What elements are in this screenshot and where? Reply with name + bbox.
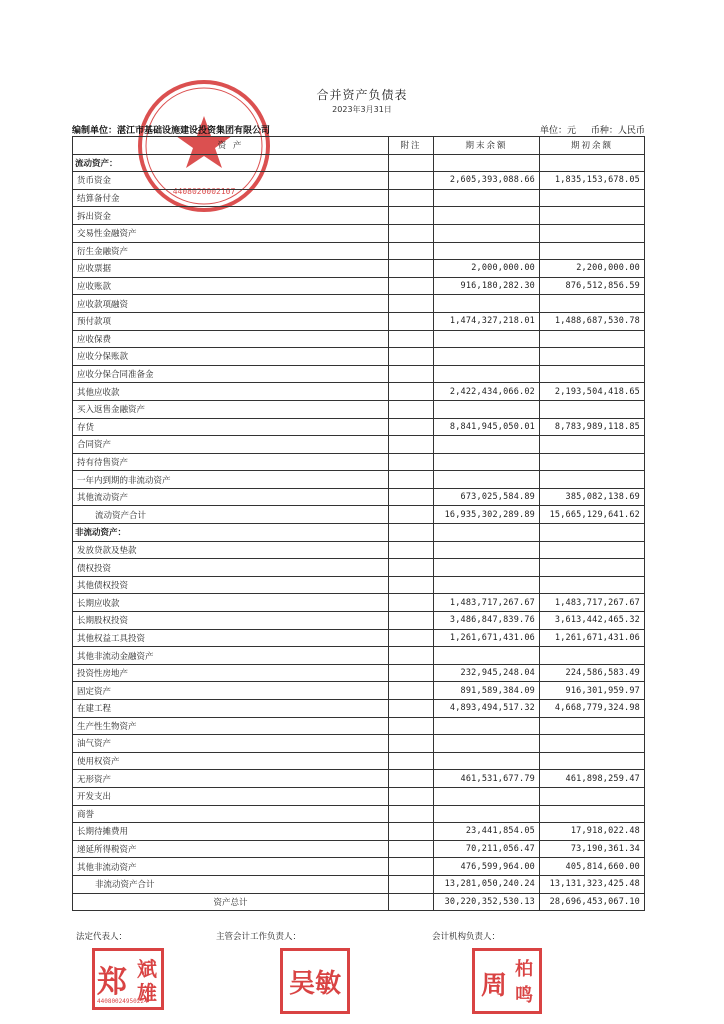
- row-label: 长期待摊费用: [73, 823, 389, 841]
- row-end-balance: [434, 224, 540, 242]
- row-note: [389, 453, 434, 471]
- row-begin-balance: 8,783,989,118.85: [540, 418, 645, 436]
- row-note: [389, 770, 434, 788]
- row-label: 固定资产: [73, 682, 389, 700]
- row-end-balance: [434, 541, 540, 559]
- row-label: 其他流动资产: [73, 488, 389, 506]
- row-end-balance: [434, 242, 540, 260]
- row-note: [389, 805, 434, 823]
- row-label: 存货: [73, 418, 389, 436]
- row-note: [389, 875, 434, 893]
- row-begin-balance: [540, 189, 645, 207]
- row-begin-balance: [540, 576, 645, 594]
- row-end-balance: [434, 348, 540, 366]
- table-row: [73, 207, 645, 225]
- row-end-balance: [434, 735, 540, 753]
- row-note: [389, 647, 434, 665]
- row-end-balance: 673,025,584.89: [434, 488, 540, 506]
- row-note: [389, 752, 434, 770]
- row-label: 其他应收款: [73, 383, 389, 401]
- table-row: [73, 312, 645, 330]
- accounting-dept-head-seal: 周 柏 鸣: [472, 948, 542, 1014]
- row-label: 合同资产: [73, 436, 389, 454]
- table-row: [73, 770, 645, 788]
- row-label: 油气资产: [73, 735, 389, 753]
- row-label: 发放贷款及垫款: [73, 541, 389, 559]
- row-label: 应收分保账款: [73, 348, 389, 366]
- unit-currency: [540, 123, 657, 136]
- row-note: [389, 682, 434, 700]
- row-begin-balance: [540, 752, 645, 770]
- row-begin-balance: [540, 453, 645, 471]
- table-row: [73, 189, 645, 207]
- row-end-balance: [434, 576, 540, 594]
- row-begin-balance: 15,665,129,641.62: [540, 506, 645, 524]
- row-end-balance: [434, 559, 540, 577]
- table-row: [73, 594, 645, 612]
- accounting-dept-head-label: 会计机构负责人：: [432, 932, 501, 942]
- row-end-balance: 2,605,393,088.66: [434, 172, 540, 190]
- table-row: [73, 717, 645, 735]
- accounting-head-seal: 吴 敏: [280, 948, 350, 1014]
- row-end-balance: [434, 154, 540, 172]
- row-end-balance: [434, 330, 540, 348]
- row-begin-balance: 1,261,671,431.06: [540, 629, 645, 647]
- row-note: [389, 418, 434, 436]
- row-note: [389, 207, 434, 225]
- row-note: [389, 471, 434, 489]
- table-row: [73, 365, 645, 383]
- row-end-balance: [434, 805, 540, 823]
- row-note: [389, 840, 434, 858]
- row-begin-balance: [540, 805, 645, 823]
- column-header-note: 附注: [389, 137, 434, 155]
- row-label: 拆出资金: [73, 207, 389, 225]
- row-note: [389, 330, 434, 348]
- row-begin-balance: 876,512,856.59: [540, 277, 645, 295]
- table-row: [73, 875, 645, 893]
- row-note: [389, 787, 434, 805]
- row-note: [389, 629, 434, 647]
- row-label: 结算备付金: [73, 189, 389, 207]
- row-label: 非流动资产合计: [73, 875, 389, 893]
- row-end-balance: 476,599,964.00: [434, 858, 540, 876]
- row-begin-balance: [540, 365, 645, 383]
- row-note: [389, 506, 434, 524]
- row-note: [389, 594, 434, 612]
- row-note: [389, 893, 434, 911]
- row-note: [389, 524, 434, 542]
- row-end-balance: [434, 400, 540, 418]
- row-begin-balance: 916,301,959.97: [540, 682, 645, 700]
- row-note: [389, 348, 434, 366]
- svg-text:4408020002107: 4408020002107: [172, 187, 236, 196]
- row-begin-balance: [540, 541, 645, 559]
- table-row: [73, 805, 645, 823]
- row-note: [389, 295, 434, 313]
- table-row: [73, 612, 645, 630]
- currency-label: 币种：人民币: [590, 126, 645, 136]
- row-label: 递延所得税资产: [73, 840, 389, 858]
- row-note: [389, 559, 434, 577]
- compiler-label: 编制单位：湛江市基础设施建设投资集团有限公司: [72, 126, 271, 136]
- row-label: 衍生金融资产: [73, 242, 389, 260]
- row-end-balance: 891,589,384.09: [434, 682, 540, 700]
- row-note: [389, 735, 434, 753]
- table-row: [73, 330, 645, 348]
- row-label: 其他权益工具投资: [73, 629, 389, 647]
- table-row: [73, 823, 645, 841]
- row-label: 应收保费: [73, 330, 389, 348]
- row-begin-balance: [540, 647, 645, 665]
- table-row: [73, 787, 645, 805]
- row-begin-balance: 385,082,138.69: [540, 488, 645, 506]
- table-row: [73, 154, 645, 172]
- table-row: [73, 348, 645, 366]
- row-note: [389, 312, 434, 330]
- table-row: [73, 576, 645, 594]
- row-note: [389, 576, 434, 594]
- row-begin-balance: 2,200,000.00: [540, 260, 645, 278]
- row-begin-balance: [540, 154, 645, 172]
- legal-representative-seal: 郑 斌 雄 44080024950224: [92, 948, 164, 1010]
- table-row: [73, 647, 645, 665]
- table-row: [73, 383, 645, 401]
- row-end-balance: 2,422,434,066.02: [434, 383, 540, 401]
- row-end-balance: [434, 436, 540, 454]
- row-begin-balance: 3,613,442,465.32: [540, 612, 645, 630]
- row-label: 长期应收款: [73, 594, 389, 612]
- row-note: [389, 664, 434, 682]
- row-note: [389, 383, 434, 401]
- row-begin-balance: [540, 524, 645, 542]
- row-label: 债权投资: [73, 559, 389, 577]
- row-label: 交易性金融资产: [73, 224, 389, 242]
- row-begin-balance: 4,668,779,324.98: [540, 700, 645, 718]
- table-row: [73, 664, 645, 682]
- row-label: 流动资产合计: [73, 506, 389, 524]
- report-date: 2023年3月31日: [332, 105, 392, 114]
- row-end-balance: 2,000,000.00: [434, 260, 540, 278]
- table-row: [73, 418, 645, 436]
- row-begin-balance: 28,696,453,067.10: [540, 893, 645, 911]
- row-end-balance: [434, 453, 540, 471]
- table-row: [73, 488, 645, 506]
- row-note: [389, 488, 434, 506]
- row-begin-balance: 1,483,717,267.67: [540, 594, 645, 612]
- row-note: [389, 365, 434, 383]
- row-end-balance: 13,281,050,240.24: [434, 875, 540, 893]
- table-row: [73, 858, 645, 876]
- row-note: [389, 541, 434, 559]
- table-row: [73, 735, 645, 753]
- row-label: 开发支出: [73, 787, 389, 805]
- table-row: [73, 700, 645, 718]
- row-note: [389, 260, 434, 278]
- column-header-begin-balance: 期初余额: [540, 137, 645, 155]
- row-label: 其他非流动资产: [73, 858, 389, 876]
- row-end-balance: 23,441,854.05: [434, 823, 540, 841]
- row-begin-balance: [540, 717, 645, 735]
- page-title: 合并资产负债表: [316, 88, 408, 102]
- row-end-balance: [434, 365, 540, 383]
- row-begin-balance: 2,193,504,418.65: [540, 383, 645, 401]
- table-row: [73, 506, 645, 524]
- row-note: [389, 823, 434, 841]
- row-note: [389, 400, 434, 418]
- row-begin-balance: [540, 471, 645, 489]
- row-begin-balance: [540, 559, 645, 577]
- balance-sheet-table: [72, 136, 645, 911]
- row-end-balance: [434, 295, 540, 313]
- row-end-balance: [434, 471, 540, 489]
- row-begin-balance: 224,586,583.49: [540, 664, 645, 682]
- row-begin-balance: [540, 348, 645, 366]
- row-note: [389, 224, 434, 242]
- row-begin-balance: [540, 436, 645, 454]
- row-label: 投资性房地产: [73, 664, 389, 682]
- table-row: [73, 682, 645, 700]
- row-note: [389, 189, 434, 207]
- table-row: [73, 224, 645, 242]
- row-begin-balance: 405,814,660.00: [540, 858, 645, 876]
- row-note: [389, 700, 434, 718]
- row-note: [389, 858, 434, 876]
- table-row: [73, 893, 645, 911]
- row-begin-balance: [540, 207, 645, 225]
- row-label: 无形资产: [73, 770, 389, 788]
- row-label: 资产总计: [73, 893, 389, 911]
- table-row: [73, 172, 645, 190]
- row-begin-balance: [540, 330, 645, 348]
- row-end-balance: 8,841,945,050.01: [434, 418, 540, 436]
- row-end-balance: [434, 647, 540, 665]
- row-begin-balance: [540, 224, 645, 242]
- row-end-balance: 461,531,677.79: [434, 770, 540, 788]
- row-end-balance: [434, 524, 540, 542]
- table-row: [73, 559, 645, 577]
- row-end-balance: 30,220,352,530.13: [434, 893, 540, 911]
- row-label: 货币资金: [73, 172, 389, 190]
- row-begin-balance: 1,488,687,530.78: [540, 312, 645, 330]
- row-end-balance: 3,486,847,839.76: [434, 612, 540, 630]
- row-label: 应收款项融资: [73, 295, 389, 313]
- row-end-balance: [434, 752, 540, 770]
- row-begin-balance: 461,898,259.47: [540, 770, 645, 788]
- row-note: [389, 612, 434, 630]
- row-label: 持有待售资产: [73, 453, 389, 471]
- row-end-balance: 4,893,494,517.32: [434, 700, 540, 718]
- row-label: 使用权资产: [73, 752, 389, 770]
- row-end-balance: [434, 717, 540, 735]
- table-header-row: [73, 137, 645, 155]
- table-row: [73, 629, 645, 647]
- row-label: 其他非流动金融资产: [73, 647, 389, 665]
- accounting-head-label: 主管会计工作负责人：: [216, 932, 302, 942]
- row-label: 应收分保合同准备金: [73, 365, 389, 383]
- row-end-balance: [434, 189, 540, 207]
- row-begin-balance: [540, 735, 645, 753]
- row-label: 一年内到期的非流动资产: [73, 471, 389, 489]
- table-row: [73, 400, 645, 418]
- row-begin-balance: [540, 787, 645, 805]
- row-end-balance: 1,474,327,218.01: [434, 312, 540, 330]
- table-row: [73, 752, 645, 770]
- row-end-balance: [434, 787, 540, 805]
- table-row: [73, 242, 645, 260]
- row-note: [389, 154, 434, 172]
- row-end-balance: 232,945,248.04: [434, 664, 540, 682]
- row-label: 长期股权投资: [73, 612, 389, 630]
- row-end-balance: [434, 207, 540, 225]
- row-note: [389, 172, 434, 190]
- row-begin-balance: 1,835,153,678.05: [540, 172, 645, 190]
- row-end-balance: 70,211,056.47: [434, 840, 540, 858]
- column-header-name: 资 产: [73, 137, 389, 155]
- table-row: [73, 436, 645, 454]
- legal-representative-label: 法定代表人：: [76, 932, 128, 942]
- row-label: 生产性生物资产: [73, 717, 389, 735]
- row-begin-balance: 13,131,323,425.48: [540, 875, 645, 893]
- row-note: [389, 277, 434, 295]
- row-label: 应收票据: [73, 260, 389, 278]
- row-label: 预付款项: [73, 312, 389, 330]
- table-row: [73, 295, 645, 313]
- row-label: 流动资产：: [73, 154, 389, 172]
- table-row: [73, 260, 645, 278]
- table-row: [73, 471, 645, 489]
- row-begin-balance: [540, 242, 645, 260]
- table-row: [73, 840, 645, 858]
- row-begin-balance: 17,918,022.48: [540, 823, 645, 841]
- table-row: [73, 541, 645, 559]
- row-label: 在建工程: [73, 700, 389, 718]
- row-note: [389, 436, 434, 454]
- row-note: [389, 242, 434, 260]
- column-header-end-balance: 期末余额: [434, 137, 540, 155]
- row-begin-balance: 73,190,361.34: [540, 840, 645, 858]
- unit-label: 单位：元: [540, 126, 577, 136]
- row-end-balance: 1,483,717,267.67: [434, 594, 540, 612]
- table-row: [73, 524, 645, 542]
- row-label: 非流动资产：: [73, 524, 389, 542]
- row-end-balance: 16,935,302,289.89: [434, 506, 540, 524]
- table-row: [73, 277, 645, 295]
- row-label: 商誉: [73, 805, 389, 823]
- table-row: [73, 453, 645, 471]
- row-label: 其他债权投资: [73, 576, 389, 594]
- signature-section: [0, 930, 724, 1010]
- row-begin-balance: [540, 400, 645, 418]
- row-begin-balance: [540, 295, 645, 313]
- row-end-balance: 1,261,671,431.06: [434, 629, 540, 647]
- row-label: 应收账款: [73, 277, 389, 295]
- row-end-balance: 916,180,282.30: [434, 277, 540, 295]
- row-label: 买入返售金融资产: [73, 400, 389, 418]
- row-note: [389, 717, 434, 735]
